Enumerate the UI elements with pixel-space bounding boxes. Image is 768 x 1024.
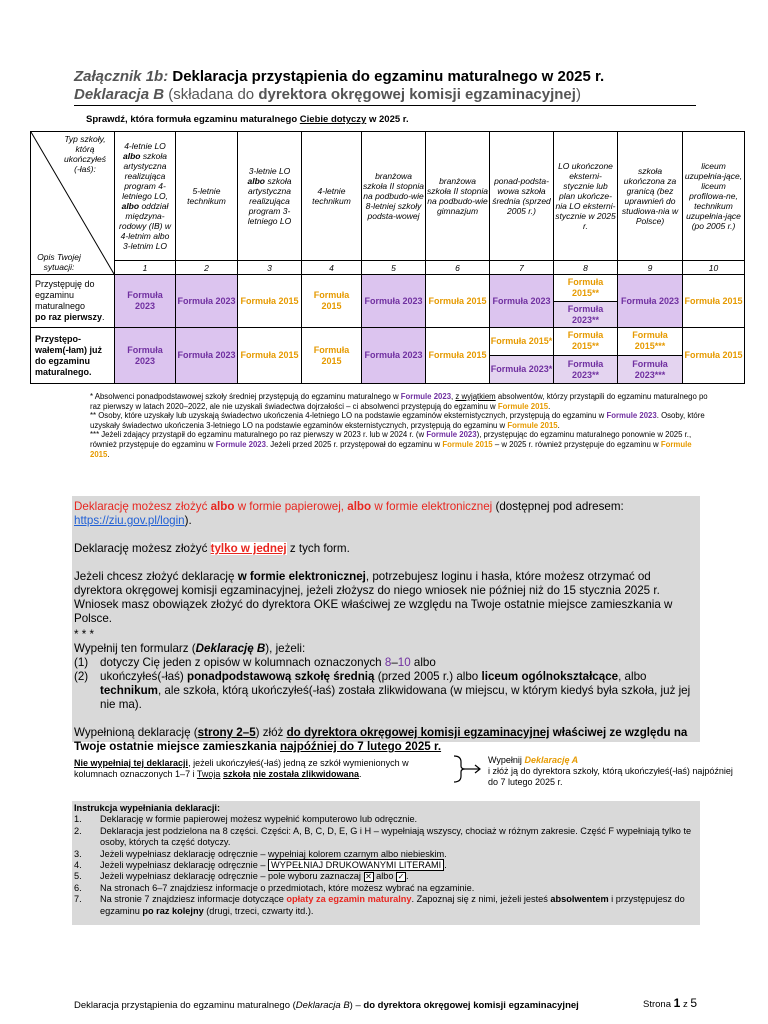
info-text: (przed 2005 r.) albo <box>377 670 479 683</box>
note-text: . <box>359 769 362 779</box>
subtitle-organization: dyrektora okręgowej komisji egzaminacyjnej <box>258 86 576 103</box>
row1-bold: po raz pierwszy <box>35 312 103 322</box>
intro-text: Sprawdź, która formuła egzaminu maturalnego <box>86 114 298 125</box>
item-text-part: albo <box>376 871 394 882</box>
info-text: w formie elektronicznej <box>374 500 493 513</box>
page-label: Strona <box>643 999 671 1010</box>
formula-cell: Formuła 2015 <box>238 328 302 384</box>
footer-text: ) – <box>349 1000 361 1011</box>
instructions-title: Instrukcja wypełniania deklaracji: <box>74 803 221 813</box>
info-text: ), jeżeli: <box>265 642 306 655</box>
formula-cell: Formuła 2023 <box>618 275 683 328</box>
info-bold: Deklarację B <box>195 642 266 655</box>
item-number: 5. <box>74 871 82 882</box>
info-bold: liceum ogólnokształcące <box>481 670 619 683</box>
column-number: 3 <box>238 261 302 275</box>
col3-text: 3-letnie LO <box>248 166 291 176</box>
info-text: z tych form. <box>289 542 350 555</box>
row-label-repeat: Przystępo-wałem(-łam) już do egzaminu maturalnego. <box>31 328 115 384</box>
item-number: 6. <box>74 882 82 893</box>
note-text: . Osoby, które uzyskały świadectwo ukończenia 3-letniego LO na podstawie egzaminów eksternistycznych, przystępują do egzaminu w <box>90 411 705 430</box>
formula-cell: Formuła 2015 <box>683 328 745 384</box>
footer-italic: Deklaracja B <box>295 1000 350 1011</box>
row-label-first-time <box>31 275 115 328</box>
note-text: . Jeżeli przed 2025 r. przystępował do egzaminu w <box>265 439 441 449</box>
table-corner-cell <box>31 132 115 275</box>
note-formula: Formule 2023 <box>400 392 452 401</box>
info-fill-when <box>74 642 700 656</box>
info-text: , albo <box>618 670 647 683</box>
info-text: ) złóż <box>255 726 284 739</box>
note-text: i złóż ją do dyrektora szkoły, którą ukończyłeś(-łaś) najpóźniej do 7 lutego 2025 r. <box>488 766 733 787</box>
col1-text: 4-letnie LO <box>124 141 166 151</box>
info-condition-2 <box>74 670 700 712</box>
formula-cell: Formuła 2023 <box>362 328 426 384</box>
item-text: Jeżeli wypełniasz deklarację odręcznie – wypełniaj kolorem czarnym albo niebieskim. <box>100 848 447 859</box>
info-electronic <box>74 570 700 626</box>
note-text: , <box>451 392 454 401</box>
formula-cell: Formuła 2023 <box>490 275 554 328</box>
info-text: Deklarację możesz złożyć <box>74 542 208 555</box>
info-text: , potrzebujesz loginu i hasła, które możesz otrzymać od dyrektora okręgowej komisji egzaminacyjnej, jeżeli złożysz do niego wniosek nie później niż do 15 stycznia 2025 r. Wniosek masz obowiązek złożyć do dyrektora OKE właściwej ze względu na Twoje ostatnie miejsce zamieszkania w Polsce. <box>74 570 673 625</box>
formula-subcell: Formuła 2015*** <box>618 328 682 357</box>
list-number: (2) <box>74 670 89 683</box>
formula-cell: Formuła 2023 <box>176 328 238 384</box>
annex-prefix: Załącznik 1b: <box>74 68 169 85</box>
note-text: . <box>557 420 560 430</box>
info-box <box>74 500 700 754</box>
formula-cell: Formuła 2023 <box>176 275 238 328</box>
item-bold: absolwentem <box>550 894 609 905</box>
info-one-form <box>74 542 700 556</box>
info-bold: strony 2–5 <box>197 726 256 739</box>
info-text: Wypełnij ten formularz ( <box>74 642 196 655</box>
column-header-6: branżowa szkoła II stopnia na podbudo-wie gimnazjum <box>426 132 490 261</box>
column-header-5: branżowa szkoła II stopnia na podbudo-wie 8-letniej szkoły podsta-wowej <box>362 132 426 261</box>
column-number: 1 <box>115 261 176 275</box>
item-highlight: opłaty za egzamin maturalny <box>286 894 412 905</box>
item-number: 1. <box>74 814 82 825</box>
document-title: Deklaracja przystąpienia do egzaminu maturalnego w 2025 r. <box>172 68 605 85</box>
note-text: – w 2025 r. również przystępuje do egzaminu w <box>494 439 659 449</box>
item-text <box>100 894 694 917</box>
note-text: . <box>107 449 110 459</box>
column-header-2: 5-letnie technikum <box>176 132 238 261</box>
column-header-4: 4-letnie technikum <box>302 132 362 261</box>
list-text <box>100 656 436 670</box>
do-not-fill-note <box>74 758 454 780</box>
col1-or-2: albo <box>121 201 140 211</box>
note-formula: Formule 2015 <box>497 401 549 411</box>
instruction-item <box>74 826 694 849</box>
column-header-10: liceum uzupełnia-jące, liceum profilowa-ne, technikum uzupełnia-jące (po 2005 r.) <box>683 132 745 261</box>
item-text: Deklaracja jest podzielona na 8 części. Części: A, B, C, D, E, G i H – wypełniają wszyscy, chociaż w różnym zakresie. Część F wypełniają tylko te osoby, których ta część dotyczy. <box>100 825 692 848</box>
info-text: Deklarację możesz złożyć <box>74 500 208 513</box>
item-text-part: Jeżeli wypełniasz deklarację odręcznie – <box>100 860 266 871</box>
info-bold: albo <box>210 500 235 513</box>
formula-cell: Formuła 2015 <box>426 275 490 328</box>
column-header-8: LO ukończone eksterni-stycznie lub plan ukończe-nia LO eksterni-stycznie w 2025 r. <box>554 132 618 261</box>
column-number: 8 <box>554 261 618 275</box>
table-row-first-time <box>31 275 745 328</box>
item-text: Deklarację w formie papierowej możesz wypełnić komputerowo lub odręcznie. <box>100 814 418 825</box>
list-text <box>100 670 700 712</box>
subtitle-close: ) <box>575 86 581 103</box>
item-text-part: . Zapoznaj się z nimi, jeżeli jesteś <box>411 894 548 905</box>
header-subtitle-line <box>74 86 696 103</box>
document-header <box>74 68 696 106</box>
formula-cell: Formuła 2015 <box>302 328 362 384</box>
note-bold: nie została zlikwidowana <box>252 769 360 779</box>
info-submit <box>74 726 700 754</box>
footer-text: Deklaracja przystąpienia do egzaminu maturalnego ( <box>74 1000 296 1011</box>
item-bold: po raz kolejny <box>142 905 204 916</box>
col1-text-3: oddział międzyna-rodowy (IB) w 4-letnim albo 3-letnim LO <box>119 201 171 251</box>
info-condition-1 <box>74 656 700 670</box>
column-number-row <box>31 261 745 275</box>
info-bold: ponadpodstawową szkołę średnią <box>187 670 375 683</box>
formula-cell-split <box>490 328 554 384</box>
checkbox-check-icon: ✓ <box>397 872 405 881</box>
page-total: 5 <box>690 996 698 1010</box>
instruction-item <box>74 883 694 894</box>
note-bold: Nie wypełniaj tej deklaracji <box>74 758 189 768</box>
page-current: 1 <box>673 996 681 1010</box>
info-highlight: tylko w jednej <box>210 542 287 555</box>
column-header-9: szkoła ukończona za granicą (bez uprawnień do studiowa-nia w Polsce) <box>618 132 683 261</box>
formula-cell: Formuła 2015 <box>683 275 745 328</box>
formula-cell-split <box>618 328 683 384</box>
formula-subcell: Formuła 2015* <box>490 328 553 357</box>
footnote-3 <box>90 430 710 459</box>
column-header-7: ponad-podsta-wowa szkoła średnia (sprzed 2005 r.) <box>490 132 554 261</box>
intro-year: w 2025 r. <box>368 114 409 125</box>
info-num: 10 <box>397 656 411 669</box>
formula-cell-split <box>554 328 618 384</box>
info-text: Wypełnioną deklarację ( <box>74 726 198 739</box>
formula-cell: Formuła 2023 <box>115 275 176 328</box>
item-text <box>100 860 447 871</box>
fill-declaration-a-note <box>488 755 738 788</box>
page-of: z <box>682 999 688 1010</box>
subtitle-text: (składana do <box>168 86 255 103</box>
intro-underlined: Ciebie dotyczy <box>299 114 367 125</box>
row1-text: Przystępuję do egzaminu maturalnego <box>35 279 95 311</box>
item-number: 4. <box>74 860 82 871</box>
column-number: 2 <box>176 261 238 275</box>
formula-cell: Formuła 2023 <box>362 275 426 328</box>
note-formula: Formule 2023 <box>426 430 477 440</box>
formula-cell-split <box>554 275 618 328</box>
list-number: (1) <box>74 656 89 669</box>
item-text <box>100 871 409 882</box>
note-text: *** Jeżeli zdający przystąpił do egzaminu maturalnego po raz pierwszy w 2023 r. lub w 2024 r. (w <box>90 430 425 440</box>
formula-subcell: Formuła 2023*** <box>618 356 682 384</box>
table-footnotes <box>90 392 710 459</box>
note-underlined: z wyjątkiem <box>455 392 496 401</box>
formula-subcell: Formuła 2015** <box>554 328 617 357</box>
column-header-1 <box>115 132 176 261</box>
item-number: 3. <box>74 848 82 859</box>
item-text-part: Na stronie 7 znajdziesz informacje dotyczące <box>100 894 284 905</box>
formula-cell: Formuła 2015 <box>426 328 490 384</box>
info-bold: najpóźniej do 7 lutego 2025 r. <box>280 740 442 753</box>
item-text: Na stronach 6–7 znajdziesz informacje o przedmiotach, które możesz wybrać na egzaminie. <box>100 882 475 893</box>
note-formula: Formule 2015 <box>90 439 692 459</box>
note-text: , jeżeli ukończyłeś(-łaś) jedną ze szkół wymienionych w kolumnach oznaczonych 1–7 i <box>74 758 409 779</box>
column-header-3 <box>238 132 302 261</box>
instructions <box>74 803 694 917</box>
footer-bold: do dyrektora okręgowej komisji egzaminacyjnej <box>363 1000 579 1011</box>
note-text: ), przystępując do egzaminu maturalnego ponownie w 2025 r., również przystępuje do egzaminu w <box>90 430 692 449</box>
info-text: ). <box>184 514 192 527</box>
brace-arrow-icon <box>452 754 482 784</box>
column-number: 9 <box>618 261 683 275</box>
note-text: absolwentów, którzy przystąpili do egzaminu maturalnego po raz pierwszy w latach 2020–2022, ale nie uzyskali świadectwa dojrzałości – ci absolwenci przystępują do egzaminu w <box>90 392 708 411</box>
table-row-repeat <box>31 328 745 384</box>
formula-cell: Formuła 2015 <box>302 275 362 328</box>
item-text-part: . <box>444 860 447 871</box>
info-text: w formie papierowej, <box>237 500 345 513</box>
note-underlined: Twoja <box>196 769 221 779</box>
column-number: 5 <box>362 261 426 275</box>
item-number: 2. <box>74 825 82 836</box>
info-text: – <box>391 656 398 669</box>
formula-cell: Formuła 2015 <box>238 275 302 328</box>
footnote-1 <box>90 392 710 411</box>
instruction-item <box>74 860 694 871</box>
checkbox-x-icon: ✕ <box>365 872 372 881</box>
col1-or: albo <box>123 151 141 161</box>
formula-subcell: Formuła 2023* <box>490 356 553 384</box>
note-formula: Formule 2023 <box>606 411 657 421</box>
info-bold: technikum <box>100 684 158 697</box>
ziu-login-link[interactable]: https://ziu.gov.pl/login <box>74 514 185 527</box>
info-bold: właściwej ze względu na Twoje ostatnie miejsce zamieszkania <box>74 726 688 753</box>
instruction-item <box>74 894 694 917</box>
item-text-part: i przystępujesz do egzaminu <box>100 894 685 916</box>
declaration-name: Deklaracja B <box>74 86 165 103</box>
item-number: 7. <box>74 894 82 905</box>
item-text-part: Jeżeli wypełniasz deklarację odręcznie – pole wyboru zaznaczaj <box>100 871 361 882</box>
note-formula: Formule 2015 <box>507 420 558 430</box>
note-text: . <box>548 401 551 411</box>
formula-table <box>30 131 745 384</box>
info-form-options <box>74 500 700 528</box>
info-separator: * * * <box>74 628 94 641</box>
note-highlight: Deklarację A <box>524 755 579 765</box>
col3-text-2: szkoła artystyczna realizująca program 3-letniego LO <box>247 176 292 226</box>
info-bold: albo <box>347 500 372 513</box>
info-text: dotyczy Cię jeden z opisów w kolumnach oznaczonych <box>100 656 382 669</box>
col3-or: albo <box>247 176 265 186</box>
instruction-item <box>74 871 694 882</box>
item-boxed: WYPEŁNIAJ DRUKOWANYMI LITERAMI <box>268 859 444 871</box>
item-text-part: . <box>406 871 409 882</box>
page-footer <box>74 1000 579 1011</box>
note-text: * Absolwenci ponadpodstawowej szkoły średniej przystępują do egzaminu maturalnego w <box>90 392 399 401</box>
info-text: albo <box>413 656 436 669</box>
info-text: Jeżeli chcesz złożyć deklarację <box>74 570 235 583</box>
formula-subcell: Formuła 2023** <box>554 356 617 384</box>
corner-situation: Opis Twojej sytuacji: <box>37 252 81 272</box>
column-number: 4 <box>302 261 362 275</box>
footnote-2 <box>90 411 710 430</box>
col1-text-2: szkoła artystyczna realizująca program 4-letniego LO, <box>122 151 168 201</box>
note-formula: Formule 2015 <box>442 439 493 449</box>
info-num: 8 <box>384 656 392 669</box>
formula-subcell: Formuła 2023** <box>554 302 617 328</box>
info-bold: w formie elektronicznej <box>237 570 366 583</box>
note-formula: Formule 2023 <box>215 439 266 449</box>
table-intro <box>86 114 409 125</box>
note-text: ** Osoby, które uzyskały lub uzyskają świadectwo ukończenia 4-letniego LO na podstawie egzaminów eksternistycznych, przystępują do egzaminu w <box>90 411 605 421</box>
page-number <box>643 996 697 1010</box>
formula-subcell: Formuła 2015** <box>554 275 617 302</box>
info-text: ukończyłeś(-łaś) <box>100 670 184 683</box>
info-text: , ale szkoła, którą ukończyłeś(-łaś) została zlikwidowana (w miejscu, w którym kiedyś była szkoła, już jej nie ma). <box>100 684 691 711</box>
instruction-item <box>74 814 694 825</box>
formula-cell: Formuła 2023 <box>115 328 176 384</box>
item-text-part: (drugi, trzeci, czwarty itd.). <box>206 905 314 916</box>
column-number: 7 <box>490 261 554 275</box>
row1-dot: . <box>102 312 105 322</box>
column-number: 10 <box>683 261 745 275</box>
column-number: 6 <box>426 261 490 275</box>
info-bold: do dyrektora okręgowej komisji egzaminacyjnej <box>286 726 550 739</box>
header-title-line <box>74 68 696 86</box>
corner-school-type: Typ szkoły, którą ukończyłeś (-łaś): <box>63 134 107 174</box>
note-text: Wypełnij <box>488 755 522 765</box>
info-text: (dostępnej pod adresem: <box>495 500 624 513</box>
note-bold: szkoła <box>222 769 251 779</box>
